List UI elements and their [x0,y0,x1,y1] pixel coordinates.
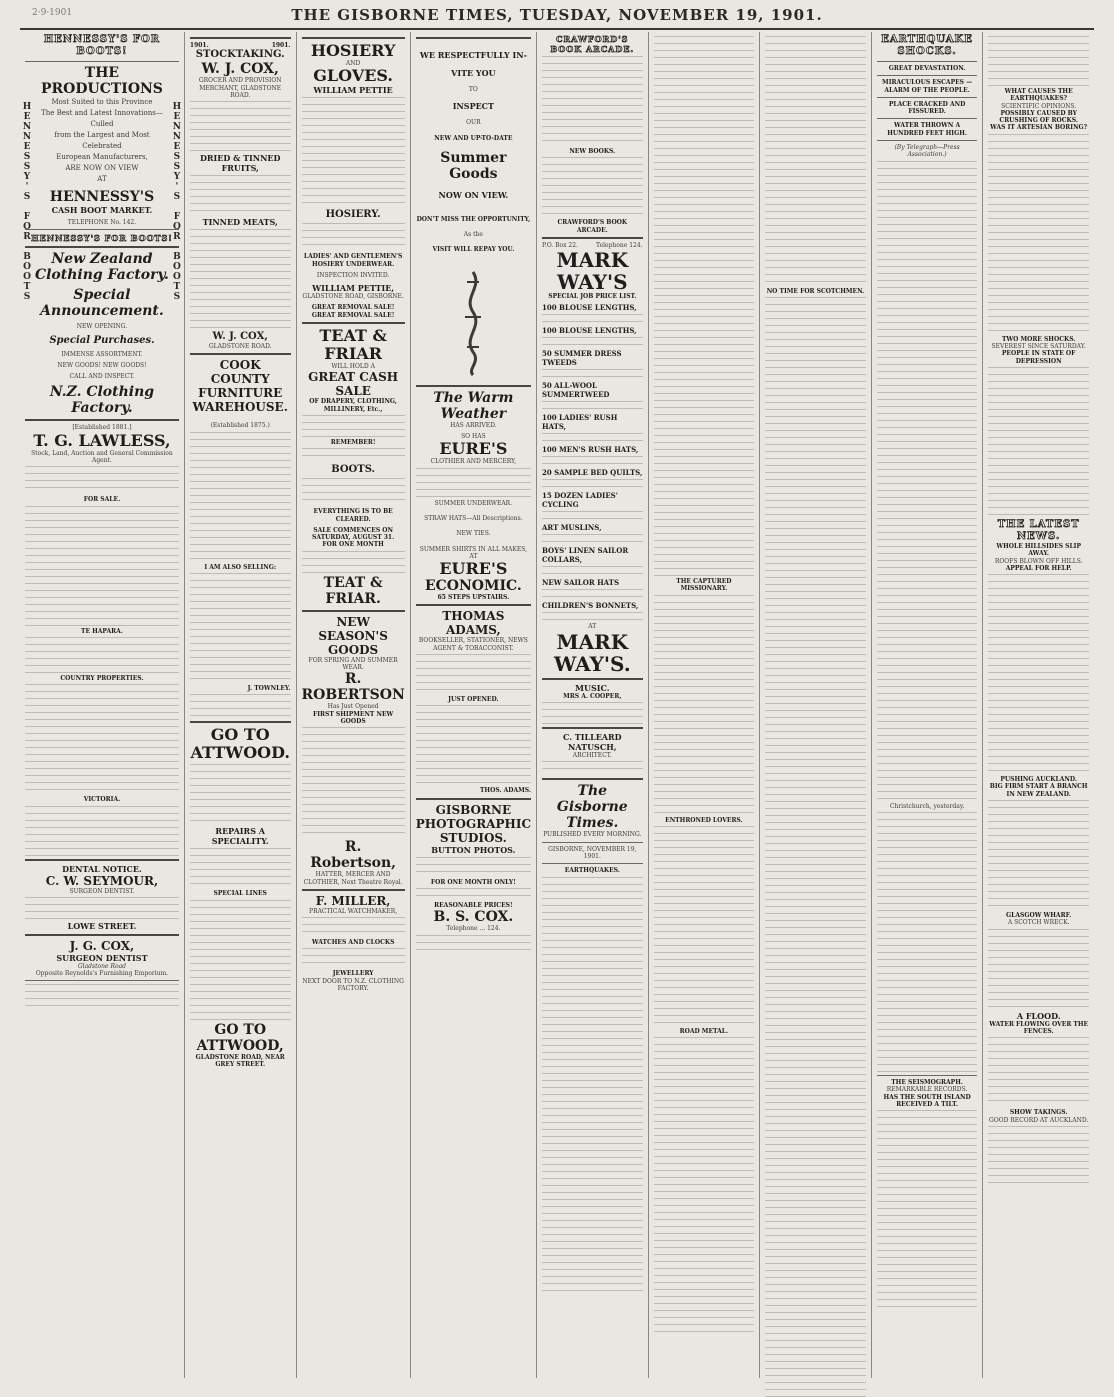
text-block [988,929,1089,1009]
markway-item: CHILDREN'S BONNETS, [542,601,639,611]
text-block [416,935,531,955]
text-block [302,551,405,573]
text-block [25,506,179,626]
text-block [542,157,643,217]
hosiery-2: HOSIERY. [325,209,381,221]
road-metal: ROAD METAL. [679,1027,729,1035]
markway-item: 100 LADIES' RUSH HATS, [542,413,618,432]
hennessy-banner: HENNESSY'S FOR BOOTS! [43,34,161,57]
column-3 [297,32,411,1378]
our: OUR [466,119,481,127]
economic: ECONOMIC. [424,578,522,595]
warehouse: WAREHOUSE. [192,400,288,415]
cox-dentist-sub: SURGEON DENTIST [56,952,148,963]
miraculous: MIRACULOUS ESCAPES — ALARM OF THE PEOPLE. [882,79,973,94]
call-inspect: CALL AND INSPECT. [69,373,135,381]
invite-2: VITE YOU [451,68,496,78]
special-list: SPECIAL JOB PRICE LIST. [548,293,637,301]
big-firm: BIG FIRM START A BRANCH IN NEW ZEALAND. [989,783,1088,798]
text-block [190,764,291,824]
text-block [542,433,643,442]
text-block [416,857,531,877]
crushing: POSSIBLY CAUSED BY CRUSHING OF ROCKS. [999,109,1078,125]
markway-item: BOYS' LINEN SAILOR COLLARS, [542,546,629,565]
townley: J. TOWNLEY. [247,685,291,693]
markway-items [542,303,643,621]
inspect: INSPECT [452,101,494,112]
text-block [302,97,405,207]
furniture: FURNITURE [198,386,283,401]
gloves-title: GLOVES. [313,66,393,86]
summer-goods: Summer Goods [440,149,507,182]
press-assoc: (By Telegraph—Press Association.) [894,144,960,159]
date-left: 1901. [189,42,209,49]
next-door: NEXT DOOR TO N.Z. CLOTHING FACTORY. [302,977,404,993]
show-takings: SHOW TAKINGS. [1009,1109,1068,1117]
christchurch: Christchurch, yesterday. [889,802,965,810]
text-block [877,812,978,1072]
sale-commences: SALE COMMENCES ON SATURDAY, AUGUST 31. [312,526,395,542]
side-word-left: HENNESSY'S FOR BOOTS [22,102,32,302]
text-block [190,694,291,718]
column-2 [185,32,297,1378]
water-flowing: WATER FLOWING OVER THE FENCES. [989,1020,1089,1035]
drapery: OF DRAPERY, CLOTHING, MILLINERY, Etc., [309,398,397,413]
text-block [542,56,643,146]
teat-friar: TEAT & FRIAR [319,326,387,364]
repairs: REPAIRS A SPECIALITY. [211,826,269,847]
markway-item: 50 ALL-WOOL SUMMERTWEED [542,381,610,400]
summer-shirts: SUMMER SHIRTS IN ALL MAKES, [419,545,528,553]
to: TO [468,86,478,93]
text-block [542,612,643,621]
mark-way-2: MARK WAY'S. [553,629,631,676]
productions-line: ARE NOW ON VIEW [65,164,139,172]
country-properties: COUNTRY PROPERTIES. [60,674,144,682]
remarkable: REMARKABLE RECORDS. [886,1086,968,1094]
text-block [877,1110,978,1310]
column-8 [872,32,984,1378]
text-block [542,877,643,1297]
text-block [654,595,755,815]
scotch-wreck: A SCOTCH WRECK. [1007,919,1070,927]
text-block [877,161,978,801]
text-block [542,566,643,575]
jewellery: JEWELLERY [332,970,374,978]
po-box: P.O. Box 22. [542,241,578,249]
telephone: Telephone ... 124. [446,925,501,933]
text-block [302,415,405,437]
reasonable-prices: REASONABLE PRICES! [434,901,513,909]
nz-clothing: N.Z. Clothing Factory. [49,384,155,417]
paper-title: The Gisborne Times. [556,783,628,832]
markway-item: 100 BLOUSE LENGTHS, [542,326,637,336]
at: AT [469,552,478,560]
removal-sale: GREAT REMOVAL SALE! [311,304,395,312]
markway-item: 100 BLOUSE LENGTHS, [542,303,637,313]
place-cracked: PLACE CRACKED AND FISSURED. [888,100,966,116]
text-block [190,900,291,1020]
store-name: HENNESSY'S [49,189,155,205]
robertson-sub: Has Just Opened [327,703,379,711]
now-on-view: NOW ON VIEW. [438,189,509,200]
lowe-street: LOWE STREET. [67,920,137,931]
cox-signature: W. J. COX, [212,331,268,343]
architect: ARCHITECT. [572,752,612,760]
hennessy-banner-2: HENNESSY'S FOR BOOTS! [31,233,173,244]
new-books: NEW BOOKS. [569,148,616,155]
text-block [542,511,643,520]
special-purchases: Special Purchases. [49,334,155,346]
what-causes: WHAT CAUSES THE EARTHQUAKES? [1004,88,1073,103]
established: [Established 1881.] [72,424,132,432]
boots: BOOTS. [331,464,376,476]
enthroned-lovers: ENTHRONED LOVERS. [665,816,743,824]
productions-line: The Best and Latest Innovations—Culled [41,109,163,128]
markway-item: NEW SAILOR HATS [542,578,619,588]
pettie-2: WILLIAM PETTIE, [312,283,395,294]
teat-sub: WILL HOLD A [331,363,375,371]
new-season: NEW SEASON'S GOODS [318,614,388,657]
crawford: CRAWFORD'S BOOK ARCADE. [550,34,635,54]
text-block [416,888,531,900]
text-block [302,917,405,937]
robertson-2-sub: HATTER, MERCER AND CLOTHIER, Next Theatre Royal. [303,871,403,886]
latest-news: THE LATEST NEWS. [997,518,1080,542]
as-the: As the [463,231,483,239]
cox-grocer: W. J. COX, [201,61,279,78]
text-block [190,229,291,329]
text-block [302,727,405,837]
text-block [25,984,179,1008]
one-month: FOR ONE MONTH [322,541,384,549]
flood: A FLOOD. [1016,1010,1061,1021]
text-block [988,1037,1089,1107]
captured-missionary: THE CAPTURED MISSIONARY. [676,578,732,593]
text-block [25,806,179,856]
visit: VISIT WILL REPAY YOU. [432,246,515,254]
text-block [25,637,179,673]
text-block [302,948,405,968]
scientific: SCIENTIFIC OPINIONS. [1001,102,1077,110]
productions-line: European Manufacturers, [56,153,148,161]
robertson: R. ROBERTSON [301,671,405,704]
pushing-auckland: PUSHING AUCKLAND. [1000,776,1077,784]
published: PUBLISHED EVERY MORNING. [543,831,642,839]
special-lines: SPECIAL LINES [213,890,267,898]
productions-line: AT [97,175,107,183]
artesian: WAS IT ARTESIAN BORING? [990,124,1088,132]
store-sub: CASH BOOT MARKET. [51,205,153,215]
text-block [542,314,643,323]
hillsides: WHOLE HILLSIDES SLIP AWAY. [996,542,1081,558]
columns [20,32,1094,1378]
text-block [988,1126,1089,1186]
decorative-script-graphic [416,262,531,382]
column-7 [760,32,872,1378]
text-block [654,36,755,576]
new-goods: NEW GOODS! NEW GOODS! [57,361,147,369]
markway-item: 50 SUMMER DRESS TWEEDS [542,349,622,368]
adams: THOMAS ADAMS, [442,609,505,638]
productions-title: THE PRODUCTIONS [41,65,163,97]
mark-way: MARK WAY'S [556,248,629,295]
robertson-2: R. Robertson, [310,839,397,872]
text-block [654,826,755,1026]
telephone: Telephone 124. [596,241,643,249]
text-block [542,369,643,378]
pettie: WILLIAM PETTIE [313,85,393,96]
earthquake-shocks: EARTHQUAKE SHOCKS. [881,34,973,57]
text-block [416,468,531,498]
stocktaking: STOCKTAKING. [195,49,285,61]
column-4 [411,32,537,1378]
miller: F. MILLER, [315,893,391,908]
text-block [988,367,1089,517]
text-block [542,589,643,598]
text-block [765,297,866,1397]
ladies-hosiery: LADIES' AND GENTLEMEN'S HOSIERY UNDERWEAR. [303,253,403,268]
opening: NEW OPENING. [76,323,128,331]
crawford-2: CRAWFORD'S BOOK ARCADE. [557,219,628,234]
depression: PEOPLE IN STATE OF DEPRESSION [1001,350,1076,365]
column-6 [649,32,761,1378]
cash-sale: GREAT CASH SALE [308,370,399,399]
text-block [765,36,866,286]
text-block [25,466,179,494]
cook-county: COOK COUNTY [210,358,270,387]
new-goods: NEW AND UP-TO-DATE [434,134,513,142]
cox-grocer-sub: GROCER AND PROVISION MERCHANT, GLADSTONE ROAD. [198,77,282,99]
music: MUSIC. [575,682,610,693]
text-block [416,654,531,694]
remember: REMEMBER! [330,438,376,446]
watches: WATCHES AND CLOCKS [311,939,395,947]
text-block [302,223,405,251]
first-shipment: FIRST SHIPMENT NEW GOODS [312,710,394,725]
text-block [416,705,531,785]
hosiery-title: HOSIERY [310,41,396,60]
arrived: HAS ARRIVED. [450,421,497,429]
severest: SEVEREST SINCE SATURDAY. [991,343,1086,351]
text-block [190,432,291,562]
stocktaking-dates [190,42,291,49]
eures: EURE'S [439,439,508,459]
immense: IMMENSE ASSORTMENT. [61,350,143,358]
column-1 [20,32,185,1378]
victoria: VICTORIA. [83,796,121,804]
good-record: GOOD RECORD AT AUCKLAND. [988,1116,1089,1124]
appeal: APPEAL FOR HELP. [1005,564,1072,572]
upstairs: 65 STEPS UPSTAIRS. [437,594,510,602]
column-5 [537,32,649,1378]
text-block [25,897,179,919]
markway-item: ART MUSLINS, [542,523,602,533]
productions-line: Most Suited to this Province [51,98,153,106]
text-block [542,534,643,543]
clothing-title: New Zealand Clothing Factory. [34,251,169,284]
straw-hats: STRAW HATS—All Descriptions. [424,514,523,522]
invite: WE RESPECTFULLY IN- [419,50,527,60]
attwood: GO TO ATTWOOD. [190,725,290,763]
glasgow-wharf: GLASGOW WHARF. [1006,912,1072,920]
te-hapara: TE HAPARA. [80,627,123,635]
text-block [542,702,643,724]
column-9 [983,32,1094,1378]
text-block [542,401,643,410]
two-more: TWO MORE SHOCKS. [1001,335,1076,343]
text-block [302,478,405,506]
dateline: GISBORNE, NOVEMBER 19, 1901. [548,845,637,860]
text-block [190,848,291,888]
markway-item: 100 MEN'S RUSH HATS, [542,445,639,455]
text-block [654,1037,755,1337]
adams-sub: BOOKSELLER, STATIONER, NEWS AGENT & TOBACCONIST. [418,637,528,652]
no-time: NO TIME FOR SCOTCHMEN. [766,288,865,295]
opposite: Opposite Reynolds's Furnishing Emporium. [35,970,169,978]
text-block [190,175,291,215]
teat-friar-2: TEAT & FRIAR. [323,574,383,607]
warm-weather: The Warm Weather [433,389,514,422]
south-island-tilt: HAS THE SOUTH ISLAND RECEIVED A TILT. [883,1093,971,1108]
also-selling: I AM ALSO SELLING: [204,563,277,571]
text-block [988,574,1089,774]
dental-title: DENTAL NOTICE. [62,863,142,874]
pettie-2-sub: GLADSTONE ROAD, GISBORNE. [302,293,404,301]
dentist-sub: SURGEON DENTIST. [69,887,135,895]
one-month-only: FOR ONE MONTH ONLY! [430,878,516,886]
everything: EVERYTHING IS TO BE CLEARED. [313,508,393,523]
cox-address: GLADSTONE ROAD. [208,343,272,351]
attwood-2: GO TO ATTWOOD, [196,1021,284,1054]
date-right: 1901. [271,42,291,49]
text-block [25,684,179,794]
roofs: ROOFS BLOWN OFF HILLS. [994,557,1083,565]
text-block [988,134,1089,334]
markway-item: 20 SAMPLE BED QUILTS, [542,468,643,478]
attwood-2-sub: GLADSTONE ROAD, NEAR GREY STREET. [195,1053,285,1068]
cooper: MRS A. COOPER, [563,692,622,700]
text-block [988,36,1089,86]
new-ties: NEW TIES. [456,530,491,538]
page-mark: 2·9·1901 [32,8,73,18]
markway-item: 15 DOZEN LADIES' CYCLING [542,491,618,510]
productions-line: from the Largest and Most Celebrated [54,131,150,150]
eures-2: EURE'S [439,559,508,579]
text-block [988,800,1089,910]
lawless: T. G. LAWLESS, [33,430,171,450]
water-thrown: WATER THROWN A HUNDRED FEET HIGH. [887,122,967,137]
miller-sub: PRACTICAL WATCHMAKER, [309,907,398,915]
text-block [542,456,643,465]
just-opened: JUST OPENED. [448,696,499,704]
text-block [542,479,643,488]
text-block [190,101,291,151]
text-block [190,573,291,683]
ornament-icon [453,267,493,377]
cox-dentist: J. G. COX, [69,938,135,953]
bs-cox: B. S. COX. [433,909,514,926]
hosiery-and: AND [345,60,361,67]
dried-fruits: DRIED & TINNED FRUITS, [199,153,281,174]
gladstone-road: Gladstone Road [77,962,126,970]
dentist: C. W. SEYMOUR, [45,873,159,888]
text-block [302,448,405,462]
button-photos: BUTTON PHOTOS. [431,844,516,855]
earthquakes-heading: EARTHQUAKES. [564,867,620,875]
devastation: GREAT DEVASTATION. [888,65,966,72]
spring: FOR SPRING AND SUMMER WEAR. [308,656,398,672]
tinned-meats: TINNED MEATS, [202,217,278,228]
phone: TELEPHONE No. 142. [67,219,137,226]
summer-underwear: SUMMER UNDERWEAR. [434,499,513,507]
text-block [542,761,643,775]
lawless-sub: Stock, Land, Auction and General Commission Agent. [31,449,173,465]
special-announcement: Special Announcement. [40,287,164,320]
adams-signature: THOS. ADAMS. [479,787,531,795]
text-block [542,337,643,346]
masthead: THE GISBORNE TIMES, TUESDAY, NOVEMBER 19, 1901. [20,6,1094,30]
at: AT [588,623,597,631]
eures-sub: CLOTHIER AND MERCERY, [430,458,517,466]
removal-sale-2: GREAT REMOVAL SALE! [311,311,395,319]
studio: GISBORNE PHOTOGRAPHIC STUDIOS. [415,802,532,845]
inspection-invited: INSPECTION INVITED. [316,271,390,279]
side-word-right: HENNESSY'S FOR BOOTS [171,102,182,302]
natusch: C. TILLEARD NATUSCH, [562,732,622,753]
for-sale: FOR SALE. [83,496,121,504]
furniture-est: (Established 1875.) [210,422,270,430]
dont-miss: DON'T MISS THE OPPORTUNITY, [416,215,531,223]
seismograph: THE SEISMOGRAPH. [891,1078,963,1086]
so-has: SO HAS [461,433,486,441]
